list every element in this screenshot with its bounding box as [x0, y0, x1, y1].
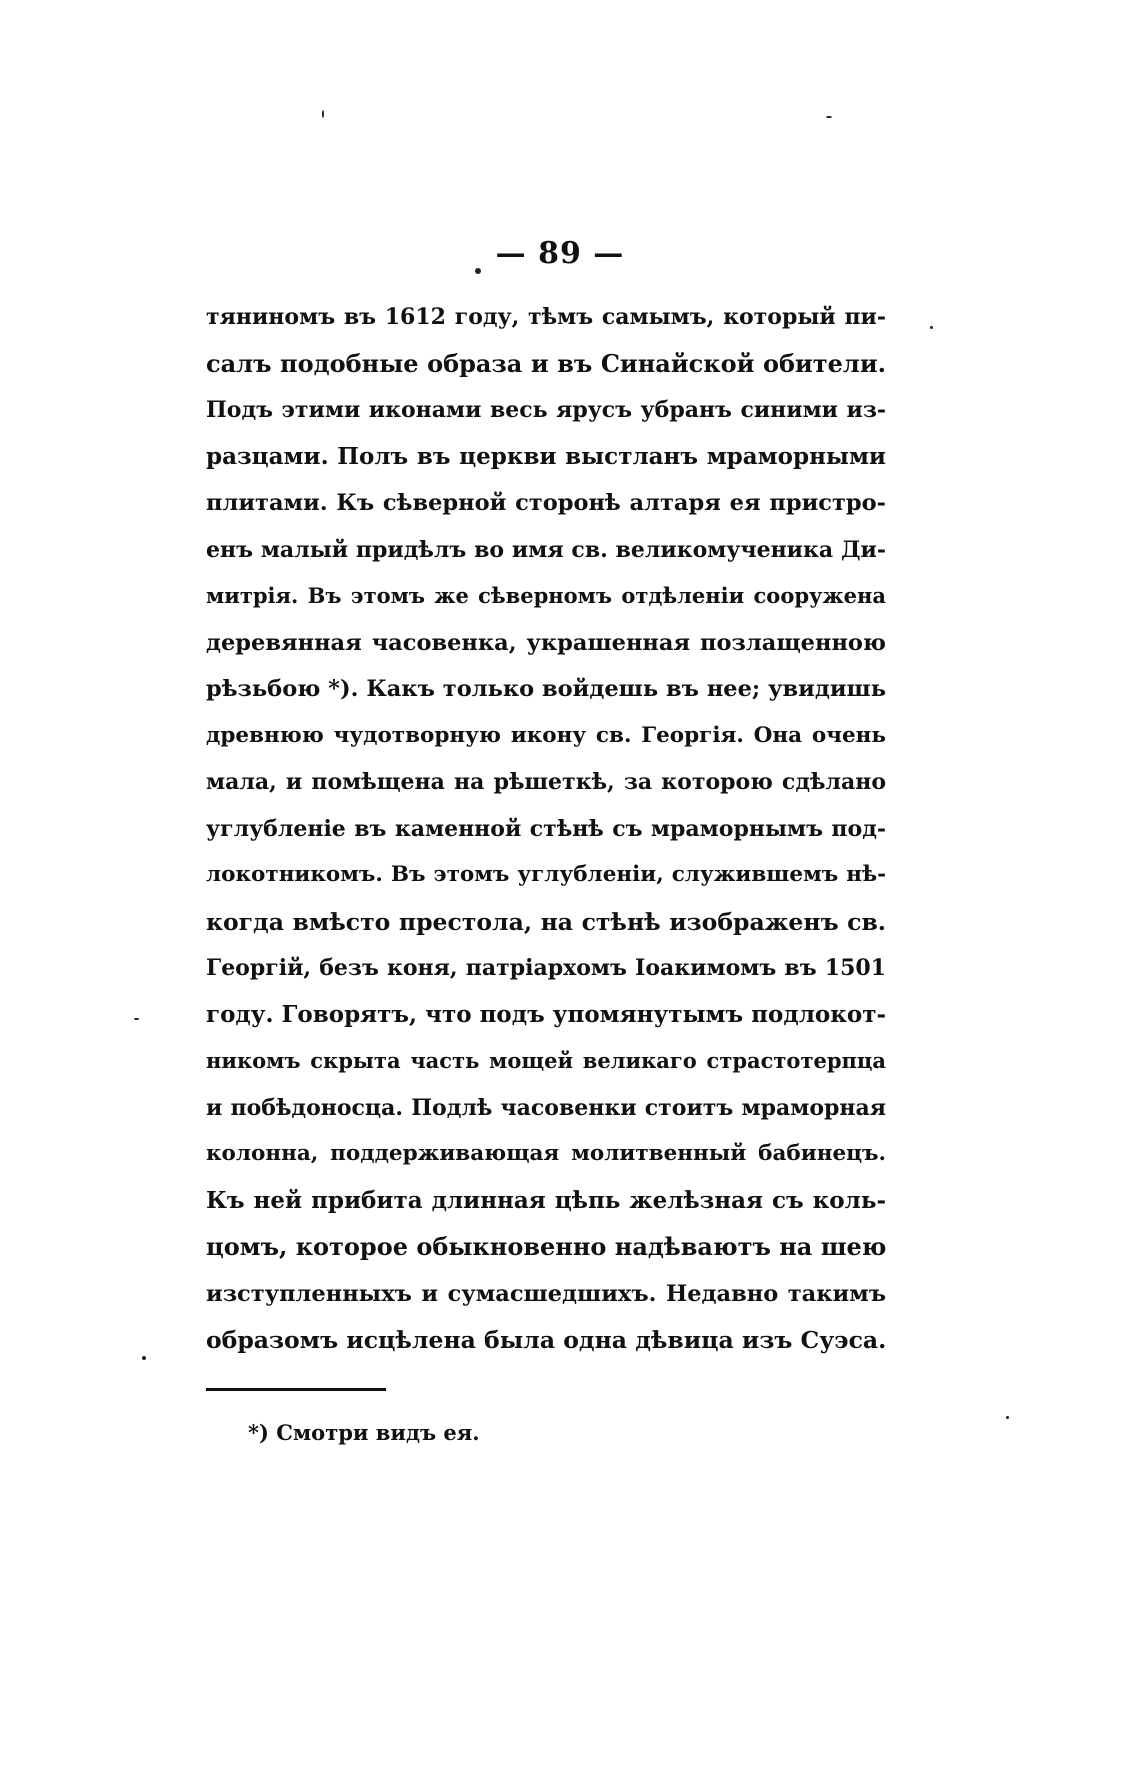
print-speck [142, 1356, 146, 1360]
footnote-divider [206, 1388, 386, 1391]
text-line: плитами. Къ сѣверной сторонѣ алтаря ея пристро- [206, 490, 886, 516]
text-line: мала, и помѣщена на рѣшеткѣ, за которою сдѣлано [206, 769, 886, 795]
text-line: разцами. Полъ въ церкви выстланъ мраморными [206, 442, 886, 470]
text-line: Георгій, безъ коня, патріархомъ Іоакимомъ въ 1501 [206, 955, 886, 981]
body-text [206, 294, 886, 1364]
text-line: цомъ, которое обыкновенно надѣваютъ на шею [206, 1232, 887, 1261]
text-line: енъ малый придѣлъ во имя св. великомученика Ди- [206, 536, 886, 563]
footnote: *) Смотри видъ ея. [248, 1420, 480, 1445]
text-line: углубленіе въ каменной стѣнѣ съ мраморнымъ под- [206, 815, 886, 842]
text-line: и побѣдоносца. Подлѣ часовенки стоитъ мраморная [206, 1094, 886, 1121]
text-line: когда вмѣсто престола, на стѣнѣ изображенъ св. [206, 907, 886, 936]
text-line: году. Говорятъ, что подъ упомянутымъ подлокот- [206, 1000, 886, 1028]
text-line: митрія. Въ этомъ же сѣверномъ отдѣленіи сооружена [206, 583, 886, 608]
text-line: салъ подобные образа и въ Синайской обители. [206, 348, 886, 378]
text-line: локотникомъ. Въ этомъ углубленіи, служившемъ нѣ- [206, 862, 886, 887]
text-line: деревянная часовенка, украшенная позлащенною [206, 629, 886, 656]
text-line: тяниномъ въ 1612 году, тѣмъ самымъ, который пи- [206, 304, 886, 330]
text-line: Къ ней прибита длинная цѣпь желѣзная съ коль- [206, 1186, 886, 1214]
print-speck [930, 326, 933, 329]
print-speck [1006, 1416, 1009, 1419]
text-line: колонна, поддерживающая молитвенный бабинецъ. [206, 1141, 886, 1166]
text-line: изступленныхъ и сумасшедшихъ. Недавно такимъ [206, 1280, 886, 1307]
print-speck [134, 1018, 139, 1020]
text-line: никомъ скрыта часть мощей великаго страстотерпца [206, 1048, 886, 1073]
text-line: Подъ этими иконами весь ярусъ убранъ синими из- [206, 397, 886, 423]
text-line: рѣзьбою *). Какъ только войдешь въ нее; увидишь [206, 676, 886, 702]
page-number: — 89 — [495, 236, 625, 271]
text-line: древнюю чудотворную икону св. Георгія. Она очень [206, 722, 886, 748]
print-speck [826, 116, 832, 118]
print-speck [322, 110, 324, 118]
text-line: образомъ исцѣлена была одна дѣвица изъ Суэса. [206, 1326, 887, 1354]
